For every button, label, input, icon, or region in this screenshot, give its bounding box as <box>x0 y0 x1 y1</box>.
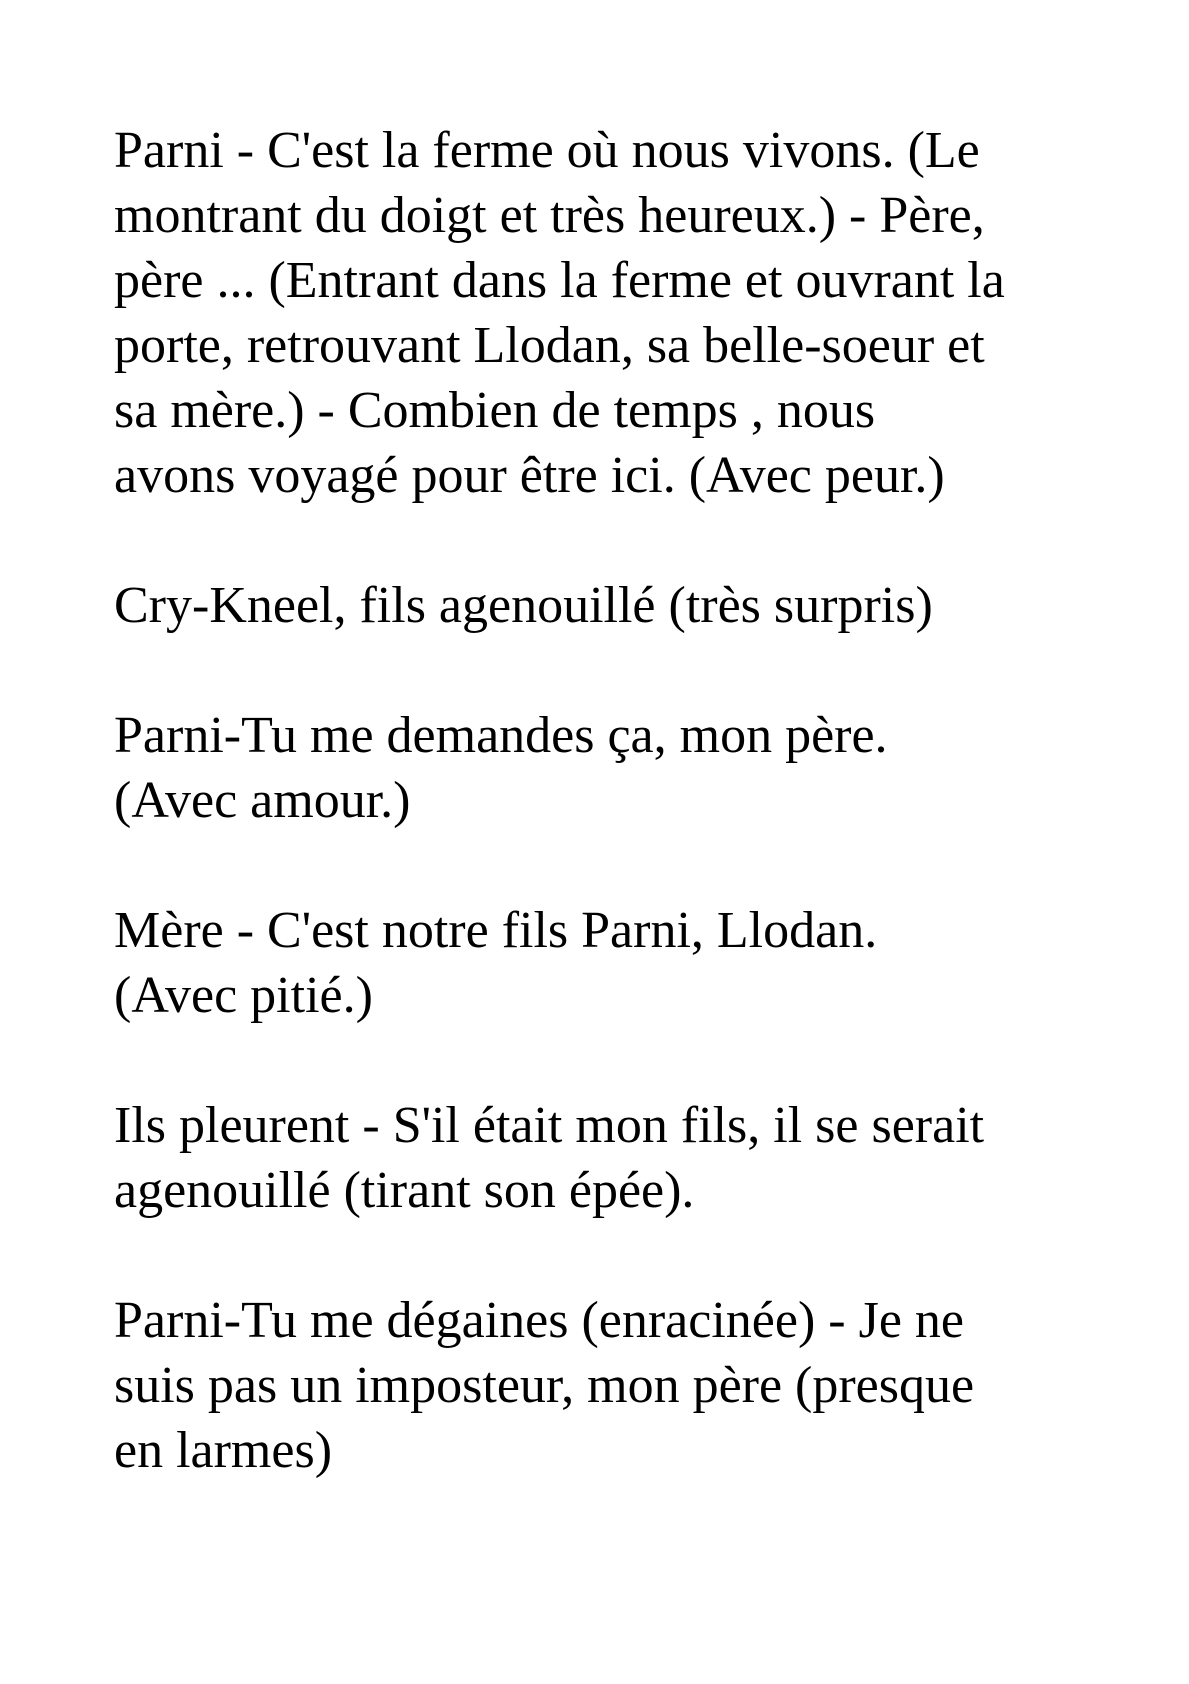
paragraph-6 <box>114 1288 1109 1483</box>
paragraph-2 <box>114 573 1109 638</box>
paragraph-5 <box>114 1093 1109 1223</box>
text-line: (Avec amour.) <box>114 772 411 829</box>
paragraph-1 <box>114 118 1109 508</box>
text-line: porte, retrouvant Llodan, sa belle-soeur et <box>114 317 985 374</box>
text-line: montrant du doigt et très heureux.) - Père, <box>114 187 985 244</box>
text-line: père ... (Entrant dans la ferme et ouvrant la <box>114 252 1005 309</box>
text-line: agenouillé (tirant son épée). <box>114 1162 695 1219</box>
document-text <box>114 118 1109 1483</box>
paragraph-spacer <box>114 1028 1109 1093</box>
text-line: avons voyagé pour être ici. (Avec peur.) <box>114 447 945 504</box>
paragraph-spacer <box>114 1223 1109 1288</box>
paragraph-spacer <box>114 638 1109 703</box>
text-line: Ils pleurent - S'il était mon fils, il se serait <box>114 1097 985 1154</box>
text-line: Mère - C'est notre fils Parni, Llodan. <box>114 902 878 959</box>
text-line: Parni - C'est la ferme où nous vivons. (Le <box>114 122 980 179</box>
text-line: (Avec pitié.) <box>114 967 373 1024</box>
text-line: Cry-Kneel, fils agenouillé (très surpris) <box>114 577 933 634</box>
paragraph-spacer <box>114 508 1109 573</box>
text-line: en larmes) <box>114 1422 333 1479</box>
paragraph-3 <box>114 703 1109 833</box>
text-line: sa mère.) - Combien de temps , nous <box>114 382 876 439</box>
text-line: Parni-Tu me dégaines (enracinée) - Je ne <box>114 1292 964 1349</box>
text-line: suis pas un imposteur, mon père (presque <box>114 1357 975 1414</box>
paragraph-spacer <box>114 833 1109 898</box>
text-line: Parni-Tu me demandes ça, mon père. <box>114 707 888 764</box>
paragraph-4 <box>114 898 1109 1028</box>
